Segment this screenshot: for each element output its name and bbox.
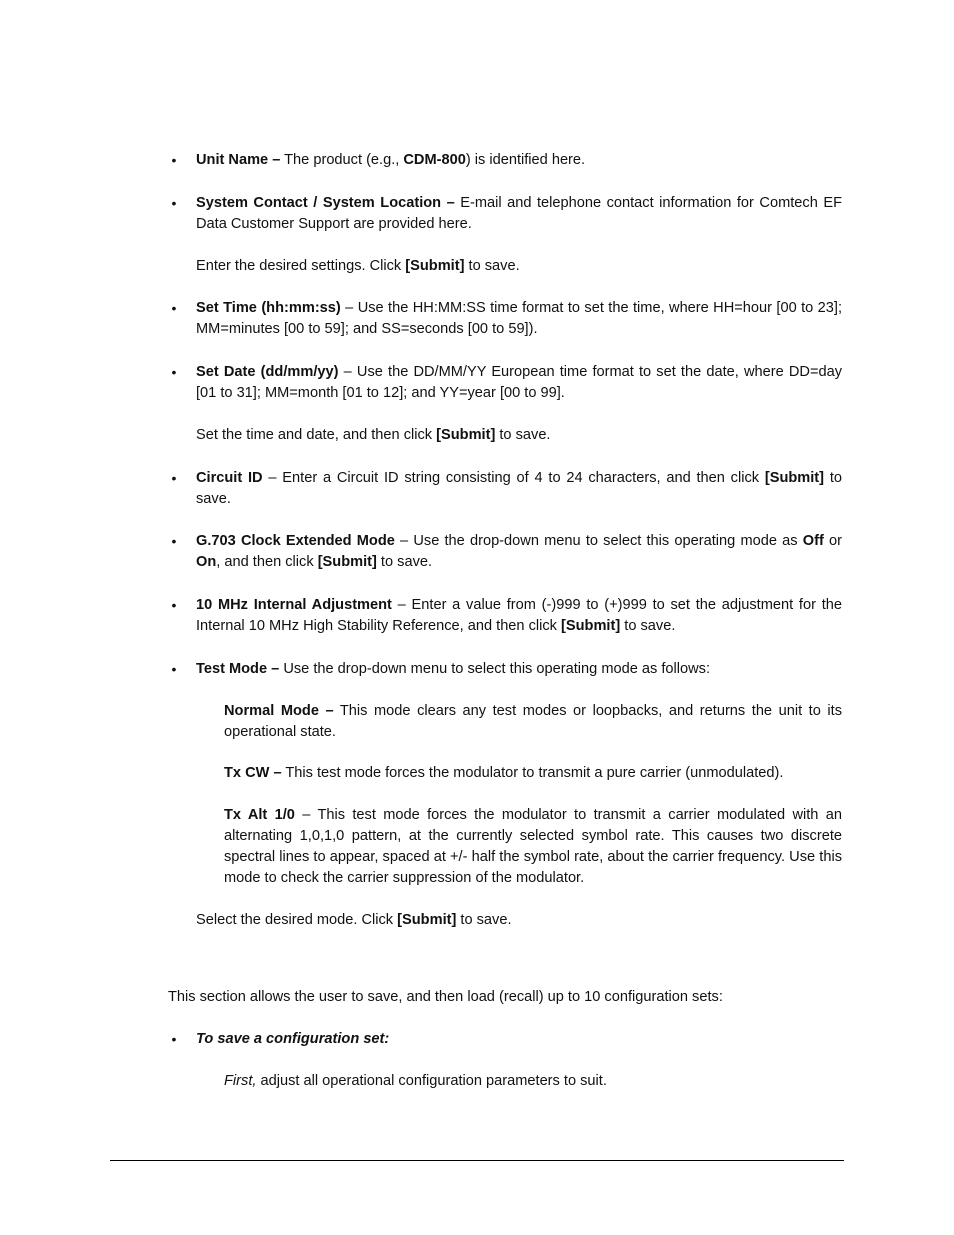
instruction-paragraph: Select the desired mode. Click [Submit] to save.	[196, 912, 512, 928]
tx-alt-paragraph: Tx Alt 1/0 – This test mode forces the modulator to transmit a carrier modulated with an alternating 1,0,1,0 pattern, at the currently selected symbol rate. This causes two discrete spectral lines to appear, spaced at +/- half the symbol rate, about the carrier frequency. Use this mode to check the carrier suppression of the modulator.	[224, 807, 842, 886]
footer-divider	[110, 1160, 844, 1161]
term-label: G.703 Clock Extended Mode	[196, 533, 395, 549]
test-mode-item: Test Mode – Use the drop-down menu to select this operating mode as follows:	[196, 661, 711, 677]
unit-name-item: Unit Name – The product (e.g., CDM-800) is identified here.	[196, 152, 586, 168]
10mhz-adjustment-item: 10 MHz Internal Adjustment – Enter a value from (-)999 to (+)999 to set the adjustment for the Internal 10 MHz High Stability Reference, and then click [Submit] to save.	[196, 597, 842, 634]
first-step-paragraph: First, adjust all operational configuration parameters to suit.	[224, 1073, 607, 1089]
normal-mode-paragraph: Normal Mode – This mode clears any test modes or loopbacks, and returns the unit to its operational state.	[224, 703, 842, 740]
g703-clock-item: G.703 Clock Extended Mode – Use the drop-down menu to select this operating mode as Off or On, and then click [Submit] to save.	[196, 533, 842, 570]
bullet-icon: •	[171, 1031, 177, 1047]
set-time-item: Set Time (hh:mm:ss) – Use the HH:MM:SS time format to set the time, where HH=hour [00 to 23]; MM=minutes [00 to 59]; and SS=seconds [00 to 59]).	[196, 300, 843, 337]
instruction-paragraph: Set the time and date, and then click [Submit] to save.	[196, 427, 551, 443]
bullet-icon: •	[171, 364, 177, 380]
term-label: Set Date (dd/mm/yy)	[196, 364, 339, 380]
set-date-item: Set Date (dd/mm/yy) – Use the DD/MM/YY European time format to set the date, where DD=day [01 to 31]; MM=month [01 to 12]; and YY=year [00 to 99].	[196, 364, 842, 401]
term-label: 10 MHz Internal Adjustment	[196, 597, 392, 613]
term-label: Unit Name –	[196, 152, 281, 168]
term-label: Set Time (hh:mm:ss)	[196, 300, 341, 316]
term-label: Test Mode –	[196, 661, 280, 677]
bullet-icon: •	[171, 152, 177, 168]
bullet-icon: •	[171, 597, 177, 613]
term-label: Tx Alt 1/0	[224, 807, 295, 823]
term-label: To save a configuration set:	[196, 1031, 390, 1047]
bullet-icon: •	[171, 661, 177, 677]
system-contact-item: System Contact / System Location – E-mail and telephone contact information for Comtech EF Data Customer Support are provided here.	[196, 195, 842, 232]
bullet-icon: •	[171, 470, 177, 486]
bullet-icon: •	[171, 533, 177, 549]
term-label: System Contact / System Location –	[196, 195, 455, 211]
tx-cw-paragraph: Tx CW – This test mode forces the modulator to transmit a pure carrier (unmodulated).	[224, 765, 784, 781]
bullet-icon: •	[171, 300, 177, 316]
term-label: Tx CW –	[224, 765, 282, 781]
section-intro-paragraph: This section allows the user to save, and then load (recall) up to 10 configuration sets:	[168, 989, 723, 1005]
save-config-item	[196, 1029, 842, 1050]
term-label: Circuit ID	[196, 470, 263, 486]
bullet-icon: •	[171, 195, 177, 211]
term-label: Normal Mode –	[224, 703, 334, 719]
circuit-id-item: Circuit ID – Enter a Circuit ID string consisting of 4 to 24 characters, and then click [Submit] to save.	[196, 470, 842, 507]
instruction-paragraph: Enter the desired settings. Click [Submit] to save.	[196, 258, 520, 274]
